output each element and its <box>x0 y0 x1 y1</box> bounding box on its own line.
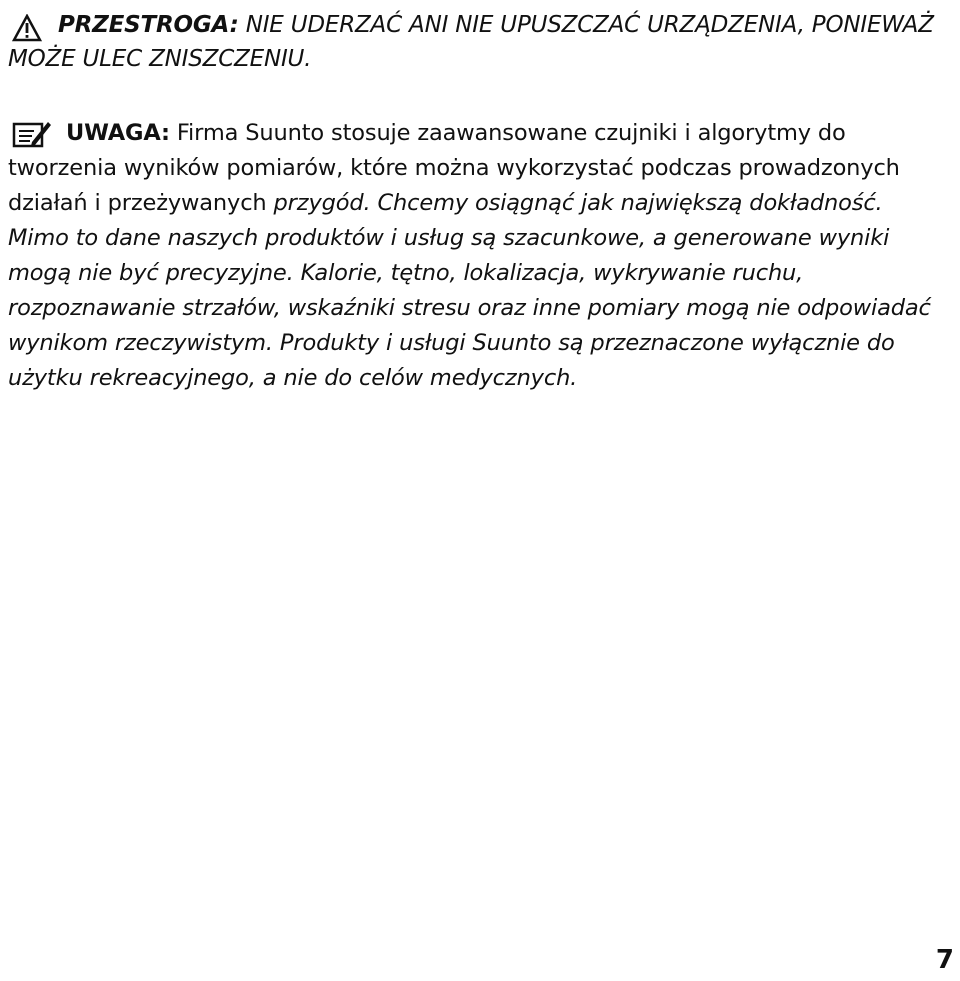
warning-triangle-icon <box>12 14 42 42</box>
note-block <box>8 116 948 396</box>
caution-block <box>8 8 938 76</box>
caution-message: NIE UDERZAĆ ANI NIE UPUSZCZAĆ URZĄDZENIA, PONIEWAŻ MOŻE ULEC ZNISZCZENIU. <box>8 12 934 72</box>
note-text <box>8 116 948 396</box>
caution-text <box>8 8 938 76</box>
note-pencil-icon <box>12 118 52 150</box>
note-message-upright: Firma Suunto stosuje zaawansowane czujniki i algorytmy do tworzenia wyników pomiarów, które można wykorzystać podczas prowadzonych działań i przeżywanych <box>8 120 900 216</box>
note-message-italic: przygód. Chcemy osiągnąć jak największą dokładność. Mimo to dane naszych produktów i usług są szacunkowe, a generowane wyniki mogą nie być precyzyjne. Kalorie, tętno, lokalizacja, wykrywanie ruchu, rozpoznawanie strzałów, wskaźniki stresu oraz inne pomiary mogą nie odpowiadać wynikom rzeczywistym. Produkty i usługi Suunto są przeznaczone wyłącznie do użytku rekreacyjnego, a nie do celów medycznych. <box>8 190 931 391</box>
note-label: UWAGA: <box>66 120 170 146</box>
page-number: 7 <box>935 945 954 975</box>
caution-label: PRZESTROGA: <box>58 12 239 38</box>
